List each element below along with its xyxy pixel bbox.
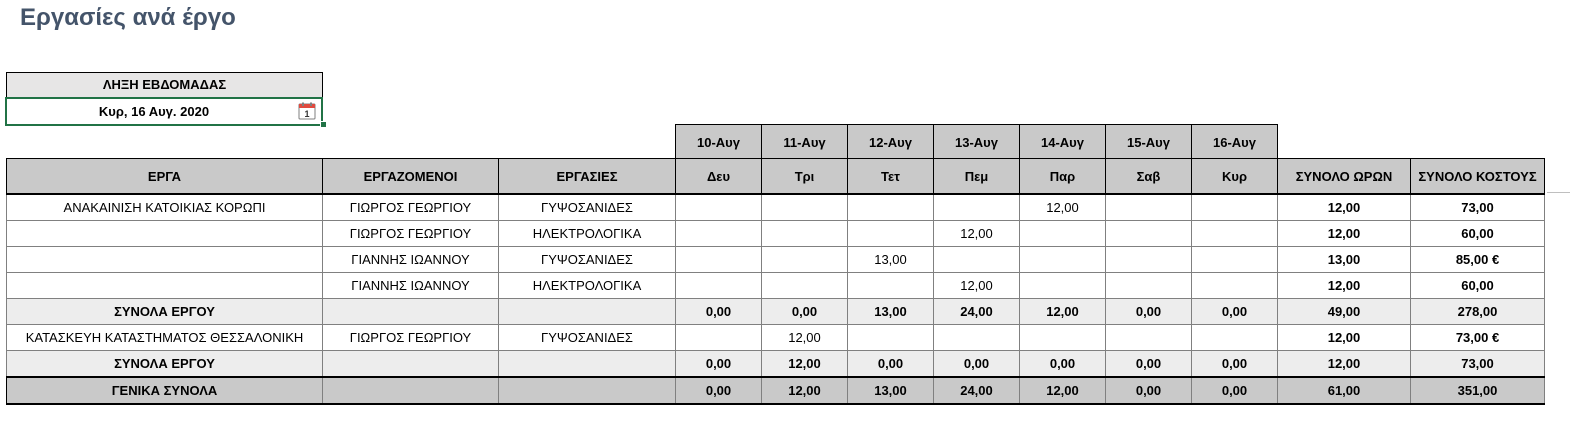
calendar-icon[interactable] [298, 102, 316, 120]
total-cost-cell[interactable]: 60,00 [1411, 273, 1545, 299]
column-header[interactable]: Δευ [676, 159, 762, 195]
page-title: Εργασίες ανά έργο [20, 4, 236, 31]
date-header-cell: 14-Αυγ [1020, 125, 1106, 160]
hours-cell[interactable] [1020, 247, 1106, 273]
subtotal-hours-cell[interactable]: 0,00 [1020, 351, 1106, 378]
employee-cell[interactable] [323, 351, 499, 378]
date-header-cell: 15-Αυγ [1106, 125, 1192, 160]
grand-total-cost-cell[interactable]: 351,00 [1411, 377, 1545, 404]
hours-cell[interactable] [1020, 273, 1106, 299]
grand-hours-cell[interactable]: 24,00 [934, 377, 1020, 404]
total-cost-cell[interactable]: 73,00 [1411, 351, 1545, 378]
hours-cell[interactable] [1020, 221, 1106, 247]
subtotal-hours-cell[interactable]: 0,00 [1192, 299, 1278, 325]
hours-cell[interactable] [762, 273, 848, 299]
hours-cell[interactable] [1020, 325, 1106, 351]
hours-cell[interactable] [1192, 273, 1278, 299]
hours-cell[interactable] [934, 194, 1020, 221]
grand-hours-cell[interactable]: 0,00 [676, 377, 762, 404]
hours-cell[interactable] [934, 247, 1020, 273]
hours-cell[interactable] [762, 247, 848, 273]
hours-cell[interactable] [1106, 247, 1192, 273]
task-cell[interactable]: ΗΛΕΚΤΡΟΛΟΓΙΚΑ [499, 221, 676, 247]
date-header-cell: 16-Αυγ [1192, 125, 1278, 160]
task-cell[interactable] [499, 377, 676, 404]
column-header[interactable]: Σαβ [1106, 159, 1192, 195]
hours-cell[interactable] [762, 221, 848, 247]
grand-hours-cell[interactable]: 0,00 [1106, 377, 1192, 404]
hours-cell[interactable] [848, 273, 934, 299]
employee-cell[interactable]: ΓΙΩΡΓΟΣ ΓΕΩΡΓΙΟΥ [323, 194, 499, 221]
column-header[interactable]: ΣΥΝΟΛΟ ΩΡΩΝ [1278, 159, 1411, 195]
hours-cell[interactable]: 12,00 [934, 221, 1020, 247]
hours-cell[interactable] [676, 221, 762, 247]
table-row [7, 273, 1545, 299]
selection-fill-handle[interactable] [320, 121, 327, 128]
hours-cell[interactable] [934, 325, 1020, 351]
task-cell[interactable] [499, 351, 676, 378]
total-cost-cell[interactable]: 85,00 € [1411, 247, 1545, 273]
employee-cell[interactable]: ΓΙΑΝΝΗΣ ΙΩΑΝΝΟΥ [323, 247, 499, 273]
calendar-icon-day: 1 [304, 109, 310, 119]
week-end-label: ΛΗΞΗ ΕΒΔΟΜΑΔΑΣ [6, 72, 323, 98]
total-cost-cell[interactable]: 73,00 [1411, 194, 1545, 221]
hours-cell[interactable] [1192, 325, 1278, 351]
subtotal-hours-cell[interactable]: 0,00 [1192, 351, 1278, 378]
hours-cell[interactable] [676, 247, 762, 273]
hours-cell[interactable]: 12,00 [934, 273, 1020, 299]
week-end-date-value: Κυρ, 16 Αυγ. 2020 [98, 104, 210, 119]
subtotal-hours-cell[interactable]: 0,00 [676, 351, 762, 378]
grand-total-row [7, 377, 1545, 404]
grand-total-label[interactable]: ΓΕΝΙΚΑ ΣΥΝΟΛΑ [7, 377, 323, 404]
subtotal-hours-cell[interactable]: 12,00 [762, 351, 848, 378]
subtotal-hours-cell[interactable]: 13,00 [848, 299, 934, 325]
task-cell[interactable]: ΓΥΨΟΣΑΝΙΔΕΣ [499, 194, 676, 221]
total-hours-cell[interactable]: 49,00 [1278, 299, 1411, 325]
table-row [7, 325, 1545, 351]
grand-hours-cell[interactable]: 12,00 [762, 377, 848, 404]
table-row [7, 221, 1545, 247]
total-cost-cell[interactable]: 278,00 [1411, 299, 1545, 325]
date-header-cell: 10-Αυγ [676, 125, 762, 160]
total-hours-cell[interactable]: 12,00 [1278, 194, 1411, 221]
column-header[interactable]: Τρι [762, 159, 848, 195]
subtotal-hours-cell[interactable]: 0,00 [1106, 299, 1192, 325]
total-cost-cell[interactable]: 73,00 € [1411, 325, 1545, 351]
employee-cell[interactable]: ΓΙΑΝΝΗΣ ΙΩΑΝΝΟΥ [323, 273, 499, 299]
subtotal-hours-cell[interactable]: 0,00 [934, 351, 1020, 378]
hours-cell[interactable] [848, 325, 934, 351]
hours-cell[interactable] [1192, 221, 1278, 247]
grand-hours-cell[interactable]: 12,00 [1020, 377, 1106, 404]
column-header[interactable]: ΕΡΓΑΣΙΕΣ [499, 159, 676, 195]
date-header-cell: 12-Αυγ [848, 125, 934, 160]
project-cell[interactable] [7, 221, 323, 247]
total-hours-cell[interactable]: 12,00 [1278, 273, 1411, 299]
hours-cell[interactable] [1192, 247, 1278, 273]
hours-cell[interactable] [1106, 194, 1192, 221]
table-row [7, 194, 1545, 221]
column-header[interactable]: Κυρ [1192, 159, 1278, 195]
hours-cell[interactable] [848, 221, 934, 247]
total-hours-cell[interactable]: 12,00 [1278, 351, 1411, 378]
date-header-row [675, 124, 1278, 160]
project-cell[interactable]: ΑΝΑΚΑΙΝΙΣΗ ΚΑΤΟΙΚΙΑΣ ΚΟΡΩΠΙ [7, 194, 323, 221]
task-cell[interactable]: ΓΥΨΟΣΑΝΙΔΕΣ [499, 325, 676, 351]
task-cell[interactable]: ΗΛΕΚΤΡΟΛΟΓΙΚΑ [499, 273, 676, 299]
subtotal-hours-cell[interactable]: 0,00 [1106, 351, 1192, 378]
hours-cell[interactable]: 12,00 [1020, 194, 1106, 221]
grand-total-hours-cell[interactable]: 61,00 [1278, 377, 1411, 404]
subtotal-hours-cell[interactable]: 0,00 [676, 299, 762, 325]
table-row [7, 247, 1545, 273]
hours-cell[interactable] [762, 194, 848, 221]
column-header[interactable]: Πεμ [934, 159, 1020, 195]
hours-cell[interactable] [848, 194, 934, 221]
grand-hours-cell[interactable]: 0,00 [1192, 377, 1278, 404]
gridline-divider [1547, 192, 1570, 193]
date-header-cell: 13-Αυγ [934, 125, 1020, 160]
hours-cell[interactable]: 12,00 [762, 325, 848, 351]
project-subtotal-row [7, 299, 1545, 325]
project-cell[interactable] [7, 273, 323, 299]
column-header[interactable]: ΕΡΓΑ [7, 159, 323, 195]
task-cell[interactable] [499, 299, 676, 325]
projects-table [6, 158, 1545, 405]
employee-cell[interactable]: ΓΙΩΡΓΟΣ ΓΕΩΡΓΙΟΥ [323, 325, 499, 351]
total-hours-cell[interactable]: 12,00 [1278, 325, 1411, 351]
employee-cell[interactable] [323, 377, 499, 404]
column-header[interactable]: ΕΡΓΑΖΟΜΕΝΟΙ [323, 159, 499, 195]
subtotal-label[interactable]: ΣΥΝΟΛΑ ΕΡΓΟΥ [7, 351, 323, 378]
subtotal-hours-cell[interactable]: 0,00 [762, 299, 848, 325]
grand-hours-cell[interactable]: 13,00 [848, 377, 934, 404]
project-cell[interactable]: ΚΑΤΑΣΚΕΥΗ ΚΑΤΑΣΤΗΜΑΤΟΣ ΘΕΣΣΑΛΟΝΙΚΗ [7, 325, 323, 351]
subtotal-label[interactable]: ΣΥΝΟΛΑ ΕΡΓΟΥ [7, 299, 323, 325]
total-hours-cell[interactable]: 13,00 [1278, 247, 1411, 273]
employee-cell[interactable] [323, 299, 499, 325]
subtotal-hours-cell[interactable]: 24,00 [934, 299, 1020, 325]
column-header[interactable]: Παρ [1020, 159, 1106, 195]
date-header-cell: 11-Αυγ [762, 125, 848, 160]
hours-cell[interactable] [1192, 194, 1278, 221]
hours-cell[interactable] [1106, 273, 1192, 299]
column-header-row [7, 159, 1545, 195]
total-hours-cell[interactable]: 12,00 [1278, 221, 1411, 247]
subtotal-hours-cell[interactable]: 12,00 [1020, 299, 1106, 325]
employee-cell[interactable]: ΓΙΩΡΓΟΣ ΓΕΩΡΓΙΟΥ [323, 221, 499, 247]
hours-cell[interactable] [676, 325, 762, 351]
hours-cell[interactable] [676, 273, 762, 299]
hours-cell[interactable] [676, 194, 762, 221]
hours-cell[interactable]: 13,00 [848, 247, 934, 273]
project-cell[interactable] [7, 247, 323, 273]
task-cell[interactable]: ΓΥΨΟΣΑΝΙΔΕΣ [499, 247, 676, 273]
project-subtotal-row [7, 351, 1545, 378]
total-cost-cell[interactable]: 60,00 [1411, 221, 1545, 247]
hours-cell[interactable] [1106, 221, 1192, 247]
column-header[interactable]: ΣΥΝΟΛΟ ΚΟΣΤΟΥΣ [1411, 159, 1545, 195]
week-end-date-cell[interactable] [5, 97, 323, 126]
subtotal-hours-cell[interactable]: 0,00 [848, 351, 934, 378]
hours-cell[interactable] [1106, 325, 1192, 351]
column-header[interactable]: Τετ [848, 159, 934, 195]
